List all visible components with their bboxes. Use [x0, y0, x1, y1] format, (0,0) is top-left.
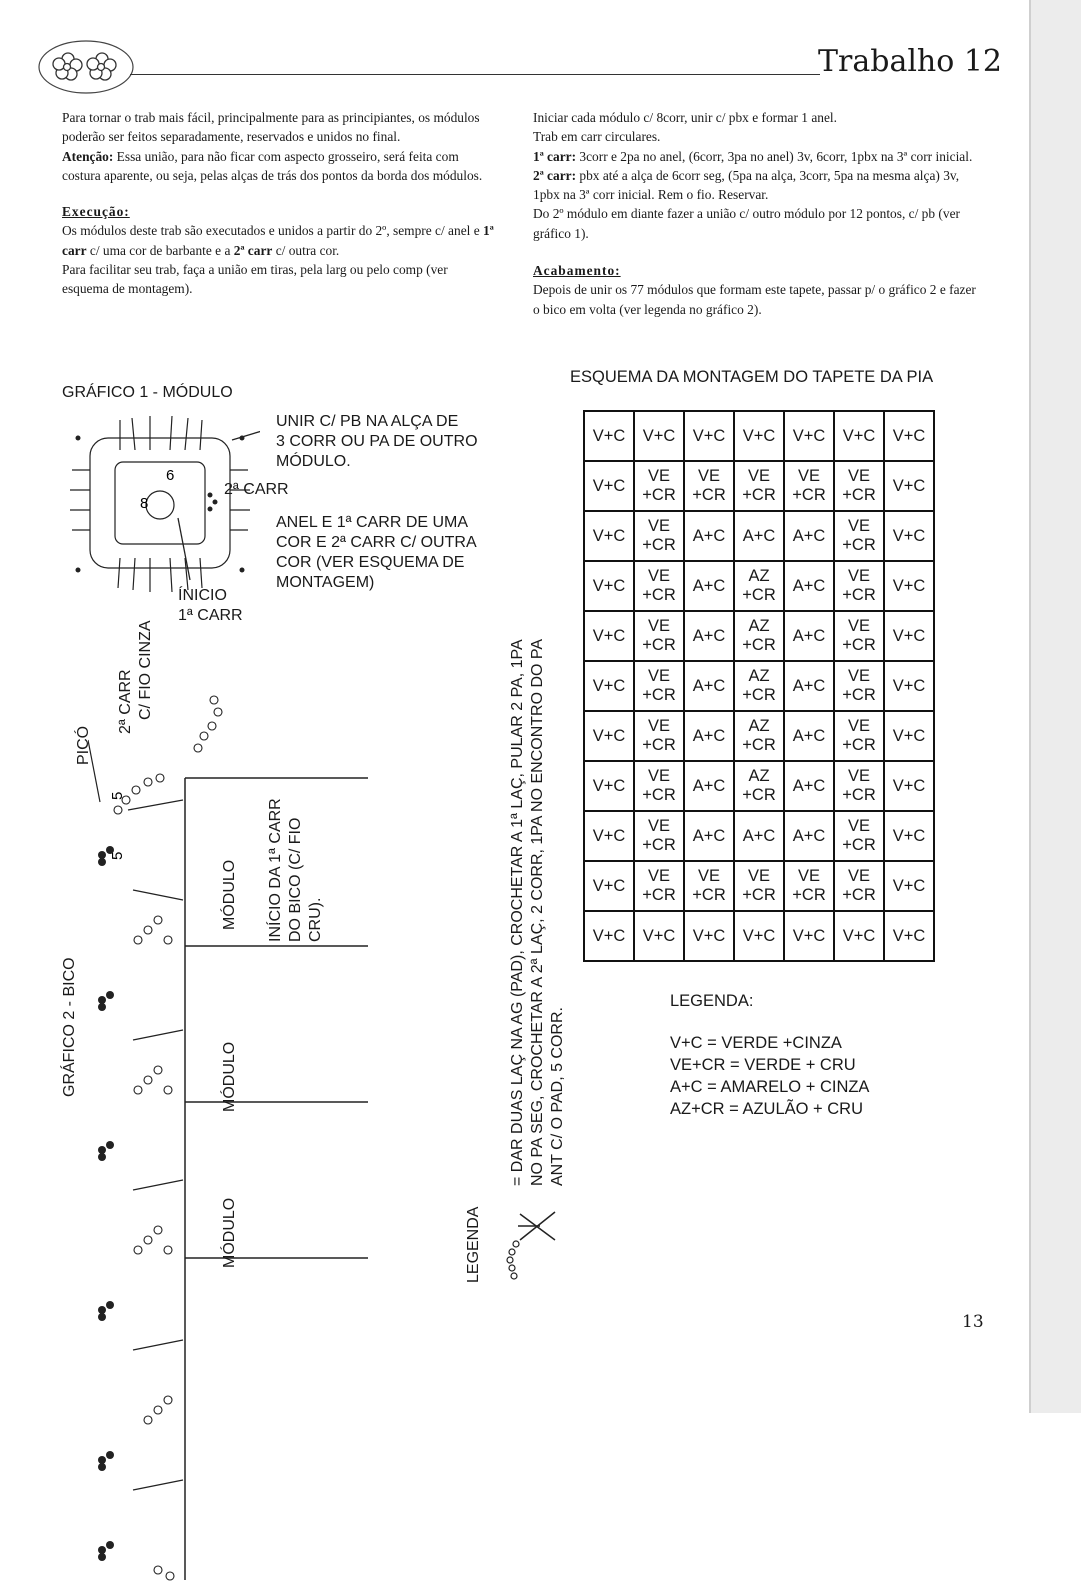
- grid-cell: [684, 861, 734, 911]
- grid-cell-text: +CR: [642, 686, 676, 704]
- grid-cell: [584, 811, 634, 861]
- grid-cell-text: VE: [847, 767, 870, 785]
- page-edge-shadow: [1030, 0, 1081, 1413]
- grid-cell: [784, 511, 834, 561]
- modulo-label-2: MÓDULO: [221, 1041, 238, 1112]
- instructions-p2: Trab em carr circulares.: [533, 129, 661, 145]
- grid-cell-text: V+C: [592, 576, 626, 595]
- grid-cell-text: AZ: [748, 617, 770, 635]
- grid-row: [584, 861, 934, 911]
- anel-note-line: COR E 2ª CARR C/ OUTRA: [276, 534, 477, 551]
- grid-cell-text: V+C: [842, 926, 876, 945]
- grid-cell: [584, 461, 634, 511]
- grid-cell-text: V+C: [892, 826, 926, 845]
- grid-cell-text: V+C: [892, 726, 926, 745]
- grid-cell-text: A+C: [792, 576, 826, 595]
- grafico2-legend-text: [508, 639, 568, 1186]
- grid-cell-text: A+C: [792, 526, 826, 545]
- grid-cell-text: A+C: [692, 676, 726, 695]
- grafico2-legend-line: ANT C/ O PAD, 5 CORR.: [549, 1007, 566, 1186]
- grid-cell: [884, 711, 934, 761]
- grid-cell: [884, 511, 934, 561]
- grid-cell-text: V+C: [592, 926, 626, 945]
- grid-cell-text: VE: [847, 617, 870, 635]
- grid-cell-text: A+C: [692, 826, 726, 845]
- grid-cell-text: A+C: [692, 576, 726, 595]
- grid-cell: [834, 611, 884, 661]
- instructions-p1: Iniciar cada módulo c/ 8corr, unir c/ pbx e formar 1 anel.: [533, 110, 837, 125]
- grid-cell-text: +CR: [642, 886, 676, 904]
- intro-column: [62, 108, 496, 299]
- grid-cell-text: VE: [847, 517, 870, 535]
- grid-cell: [584, 911, 634, 961]
- grid-cell: [834, 761, 884, 811]
- pico-number-5-b: 5: [109, 851, 126, 860]
- grid-cell: [884, 461, 934, 511]
- carr2-paragraph: [533, 166, 981, 205]
- carr2-text: pbx até a alça de 6corr seg, (5pa na alça, 3corr, 5pa na mesma alça) 3v, 1pbx na 3ª corr inicial. Rem o fio. Reservar.: [533, 167, 960, 203]
- grid-cell-text: V+C: [892, 626, 926, 645]
- execucao-bold-carr1: 1ª carr: [62, 223, 494, 258]
- grid-cell-text: V+C: [642, 926, 676, 945]
- instructions-p3: Do 2º módulo em diante fazer a união c/ outro módulo por 12 pontos, c/ pb (ver gráfico 1).: [533, 206, 960, 241]
- grid-cell: [684, 811, 734, 861]
- grid-cell: [884, 811, 934, 861]
- grid-cell-text: V+C: [592, 676, 626, 695]
- grid-cell-text: V+C: [592, 876, 626, 895]
- grid-cell: [634, 711, 684, 761]
- grid-cell-text: VE: [647, 767, 670, 785]
- grid-cell-text: A+C: [792, 726, 826, 745]
- grid-cell-text: +CR: [842, 736, 876, 754]
- grid-cell-text: VE: [847, 817, 870, 835]
- grid-cell-text: +CR: [842, 636, 876, 654]
- carr2-vertical-label: 2ª CARR: [117, 669, 134, 734]
- grid-cell-text: +CR: [642, 836, 676, 854]
- page-edge-line: [1029, 0, 1031, 1413]
- grid-cell: [834, 461, 884, 511]
- grid-cell: [584, 861, 634, 911]
- union-note: [276, 412, 478, 472]
- grid-cell-text: +CR: [742, 886, 776, 904]
- grid-cell: [784, 761, 834, 811]
- grid-cell-text: +CR: [642, 536, 676, 554]
- grid-cell-text: V+C: [892, 926, 926, 945]
- grid-cell: [584, 511, 634, 561]
- grid-cell-text: A+C: [742, 826, 776, 845]
- grid-cell-text: +CR: [842, 836, 876, 854]
- grid-row: [584, 811, 934, 861]
- page-number: 13: [962, 1312, 984, 1332]
- grid-cell: [784, 811, 834, 861]
- carr2-label: 2ª carr:: [533, 167, 577, 183]
- fio-cinza-label: C/ FIO CINZA: [137, 620, 154, 720]
- grid-cell: [734, 911, 784, 961]
- inicio-bico-line: INÍCIO DA 1ª CARR: [267, 798, 284, 942]
- execucao-text-c: c/ uma cor de barbante e a: [86, 242, 234, 258]
- grid-cell-text: VE: [697, 867, 720, 885]
- grid-cell-text: V+C: [592, 626, 626, 645]
- attention-text: Essa união, para não ficar com aspecto grosseiro, será feita com costura aparente, ou seja, pelas alças de trás dos pontos da borda dos módulos.: [62, 148, 483, 183]
- grid-cell: [634, 861, 684, 911]
- grid-cell-text: VE: [647, 817, 670, 835]
- carr1-paragraph: [533, 147, 981, 166]
- grafico2-title: GRÁFICO 2 - BICO: [61, 957, 78, 1097]
- union-note-line: MÓDULO.: [276, 453, 351, 470]
- grid-cell-text: V+C: [842, 426, 876, 445]
- grid-cell-text: VE: [647, 617, 670, 635]
- grid-cell-text: +CR: [642, 486, 676, 504]
- grid-cell-text: VE: [797, 867, 820, 885]
- execucao-heading: Execução:: [62, 204, 130, 220]
- grid-cell-text: VE: [647, 667, 670, 685]
- grid-cell-text: +CR: [842, 536, 876, 554]
- grid-cell-text: +CR: [642, 786, 676, 804]
- grid-cell-text: V+C: [792, 426, 826, 445]
- grid-cell-text: VE: [847, 667, 870, 685]
- grid-cell-text: V+C: [892, 476, 926, 495]
- grid-cell-text: +CR: [792, 486, 826, 504]
- grid-cell-text: +CR: [742, 636, 776, 654]
- grid-cell-text: A+C: [742, 526, 776, 545]
- grid-cell: [634, 511, 684, 561]
- grid-cell-text: V+C: [642, 426, 676, 445]
- grid-cell-text: V+C: [892, 676, 926, 695]
- grid-cell: [834, 861, 884, 911]
- legend-item: A+C = AMARELO + CINZA: [670, 1078, 870, 1096]
- pico-label: PICÓ: [75, 725, 92, 765]
- carr1-label: 1ª carr:: [533, 148, 577, 164]
- color-legend: [670, 990, 869, 1120]
- grid-cell-text: AZ: [748, 717, 770, 735]
- grid-cell: [784, 461, 834, 511]
- flower-logo-icon: [36, 38, 136, 96]
- grid-cell: [784, 861, 834, 911]
- carr2-label: 2ª CARR: [224, 481, 289, 498]
- grid-cell: [634, 761, 684, 811]
- grid-cell-text: +CR: [642, 586, 676, 604]
- grid-cell-text: A+C: [792, 776, 826, 795]
- grid-cell-text: V+C: [592, 476, 626, 495]
- grid-cell: [684, 461, 734, 511]
- instructions-column: [533, 108, 981, 319]
- execucao-text-a: Os módulos deste trab são executados e unidos a partir do 2º, sempre c/ anel e: [62, 223, 484, 239]
- grid-cell-text: A+C: [692, 726, 726, 745]
- grid-cell: [684, 911, 734, 961]
- grid-cell-text: A+C: [692, 776, 726, 795]
- grid-cell-text: V+C: [742, 926, 776, 945]
- grid-cell-text: A+C: [692, 626, 726, 645]
- execucao-paragraph-2: Para facilitar seu trab, faça a união em tiras, pela larg ou pelo comp (ver esquema de montagem).: [62, 262, 448, 297]
- grid-cell: [634, 561, 684, 611]
- grid-cell: [584, 661, 634, 711]
- stitch-symbol-icon: [500, 1200, 560, 1285]
- grid-cell-text: +CR: [842, 886, 876, 904]
- grid-cell-text: VE: [647, 517, 670, 535]
- grid-cell-text: VE: [847, 467, 870, 485]
- grid-cell: [634, 911, 684, 961]
- modulo-label-3: MÓDULO: [221, 1197, 238, 1268]
- grid-cell-text: VE: [747, 467, 770, 485]
- grid-cell-text: A+C: [792, 676, 826, 695]
- grid-cell-text: VE: [847, 567, 870, 585]
- grid-cell: [634, 611, 684, 661]
- grid-cell: [584, 711, 634, 761]
- assembly-grid: [583, 410, 935, 962]
- grid-cell-text: VE: [697, 467, 720, 485]
- grid-cell: [734, 461, 784, 511]
- grid-cell: [784, 611, 834, 661]
- execucao-bold-carr2: 2ª carr: [233, 242, 273, 258]
- acabamento-text: Depois de unir os 77 módulos que formam este tapete, passar p/ o gráfico 2 e fazer o bico em volta (ver legenda no gráfico 2).: [533, 282, 976, 317]
- grid-cell-text: AZ: [748, 567, 770, 585]
- grid-cell: [734, 511, 784, 561]
- intro-paragraph: Para tornar o trab mais fácil, principalmente para as principiantes, os módulos poderão ser feitos separadamente, reservados e unidos no final.: [62, 110, 480, 145]
- attention-label: Atenção:: [62, 148, 114, 164]
- inicio-label-line: 1ª CARR: [178, 607, 243, 624]
- legend-item: AZ+CR = AZULÃO + CRU: [670, 1100, 864, 1118]
- execucao-text-e: c/ outra cor.: [272, 242, 340, 258]
- grid-cell: [784, 911, 834, 961]
- grid-cell: [884, 861, 934, 911]
- grid-cell-text: +CR: [842, 586, 876, 604]
- grid-cell: [584, 411, 634, 461]
- grid-cell-text: VE: [647, 567, 670, 585]
- grafico2-legend-label: LEGENDA: [465, 1206, 482, 1283]
- grid-cell-text: +CR: [642, 736, 676, 754]
- inicio-bico-note: [266, 798, 326, 942]
- attention-paragraph: [62, 147, 496, 186]
- grid-cell-text: V+C: [892, 776, 926, 795]
- grafico2-legend-line: NO PA SEG, CROCHETAR A 2ª LAÇ, 2 CORR, 1PA NO ENCONTRO DO PA: [529, 638, 546, 1186]
- grid-cell-text: V+C: [592, 826, 626, 845]
- grid-cell-text: AZ: [748, 767, 770, 785]
- union-note-line: UNIR C/ PB NA ALÇA DE: [276, 413, 459, 430]
- grid-cell-text: VE: [847, 867, 870, 885]
- acabamento-heading: Acabamento:: [533, 263, 621, 279]
- grid-cell-text: V+C: [692, 426, 726, 445]
- grid-cell-text: +CR: [692, 886, 726, 904]
- grid-cell-text: +CR: [742, 586, 776, 604]
- grid-cell: [684, 611, 734, 661]
- grid-cell: [834, 511, 884, 561]
- grid-cell-text: +CR: [742, 786, 776, 804]
- grid-cell-text: V+C: [792, 926, 826, 945]
- inicio-label: [178, 586, 243, 626]
- grid-cell: [684, 511, 734, 561]
- grafico1-title: GRÁFICO 1 - MÓDULO: [62, 384, 233, 401]
- grid-cell: [734, 611, 784, 661]
- grid-cell-text: +CR: [742, 736, 776, 754]
- grid-cell: [584, 611, 634, 661]
- pico-number-5-a: 5: [109, 791, 126, 800]
- grid-cell: [734, 711, 784, 761]
- grid-cell-text: +CR: [692, 486, 726, 504]
- anel-note-line: MONTAGEM): [276, 574, 375, 591]
- grid-cell: [684, 711, 734, 761]
- grid-cell: [634, 661, 684, 711]
- grid-cell-text: V+C: [692, 926, 726, 945]
- grid-cell: [784, 661, 834, 711]
- grid-cell-text: V+C: [592, 776, 626, 795]
- grid-cell-text: VE: [647, 867, 670, 885]
- grid-cell-text: VE: [747, 867, 770, 885]
- modulo-label-1: MÓDULO: [221, 859, 238, 930]
- grid-row: [584, 711, 934, 761]
- esquema-title: ESQUEMA DA MONTAGEM DO TAPETE DA PIA: [570, 368, 934, 386]
- grid-cell-text: +CR: [792, 886, 826, 904]
- header-rule: [130, 74, 820, 75]
- grid-cell: [734, 861, 784, 911]
- execucao-paragraph-1: [62, 221, 496, 260]
- grid-cell: [734, 411, 784, 461]
- grid-cell: [784, 411, 834, 461]
- grid-cell-text: A+C: [792, 826, 826, 845]
- grid-cell: [734, 811, 784, 861]
- grid-cell-text: VE: [647, 717, 670, 735]
- ring-number-6: 6: [166, 467, 175, 484]
- grid-cell: [834, 661, 884, 711]
- grid-cell: [734, 761, 784, 811]
- grid-cell-text: V+C: [742, 426, 776, 445]
- grid-row: [584, 611, 934, 661]
- inicio-bico-line: DO BICO (C/ FIO: [287, 817, 304, 942]
- grid-cell-text: V+C: [892, 576, 926, 595]
- grid-cell-text: +CR: [842, 686, 876, 704]
- color-legend-label: LEGENDA:: [670, 992, 754, 1010]
- grid-cell: [834, 411, 884, 461]
- grid-cell-text: V+C: [892, 426, 926, 445]
- anel-note-line: COR (VER ESQUEMA DE: [276, 554, 465, 571]
- grid-cell: [884, 411, 934, 461]
- grid-cell: [834, 711, 884, 761]
- grid-cell-text: +CR: [742, 486, 776, 504]
- grid-cell: [884, 661, 934, 711]
- grid-cell-text: VE: [847, 717, 870, 735]
- legend-item: VE+CR = VERDE + CRU: [670, 1056, 856, 1074]
- grid-cell: [634, 811, 684, 861]
- grid-cell: [684, 411, 734, 461]
- anel-note-line: ANEL E 1ª CARR DE UMA: [276, 514, 469, 531]
- grid-cell: [634, 411, 684, 461]
- grid-cell-text: +CR: [842, 786, 876, 804]
- grid-cell: [834, 561, 884, 611]
- grid-row: [584, 461, 934, 511]
- union-note-line: 3 CORR OU PA DE OUTRO: [276, 433, 478, 450]
- grid-cell-text: V+C: [592, 726, 626, 745]
- grid-cell: [834, 811, 884, 861]
- carr1-text: 3corr e 2pa no anel, (6corr, 3pa no anel) 3v, 6corr, 1pbx na 3ª corr inicial.: [576, 148, 973, 164]
- grid-cell: [834, 911, 884, 961]
- grid-cell-text: V+C: [892, 876, 926, 895]
- grid-cell-text: V+C: [592, 426, 626, 445]
- grid-cell-text: A+C: [792, 626, 826, 645]
- grid-cell: [884, 911, 934, 961]
- grid-cell: [734, 661, 784, 711]
- grid-row: [584, 411, 934, 461]
- inicio-label-line: ÍNICIO: [178, 587, 227, 604]
- grid-row: [584, 761, 934, 811]
- grid-cell-text: +CR: [642, 636, 676, 654]
- grid-row: [584, 561, 934, 611]
- grid-row: [584, 661, 934, 711]
- page-title: Trabalho 12: [818, 44, 1003, 79]
- grid-cell: [684, 761, 734, 811]
- grid-cell: [634, 461, 684, 511]
- grid-cell: [784, 561, 834, 611]
- grid-cell-text: +CR: [742, 686, 776, 704]
- inicio-bico-line: CRU).: [307, 897, 324, 942]
- grid-cell: [584, 761, 634, 811]
- grid-cell-text: A+C: [692, 526, 726, 545]
- grid-cell: [684, 661, 734, 711]
- grid-cell: [734, 561, 784, 611]
- grid-cell-text: AZ: [748, 667, 770, 685]
- grid-cell: [884, 761, 934, 811]
- edge-crochet-diagram: [88, 690, 378, 1590]
- grid-row: [584, 511, 934, 561]
- ring-number-8: 8: [140, 495, 149, 512]
- grid-cell: [684, 561, 734, 611]
- grid-cell-text: V+C: [892, 526, 926, 545]
- grid-cell: [584, 561, 634, 611]
- grid-cell: [884, 611, 934, 661]
- anel-note: [276, 513, 477, 593]
- grid-cell-text: +CR: [842, 486, 876, 504]
- legend-item: V+C = VERDE +CINZA: [670, 1034, 842, 1052]
- grid-cell-text: VE: [797, 467, 820, 485]
- grid-cell: [884, 561, 934, 611]
- assembly-grid-body: [584, 411, 934, 961]
- module-crochet-diagram: [60, 410, 260, 600]
- grid-cell-text: V+C: [592, 526, 626, 545]
- grafico2-legend-line: = DAR DUAS LAÇ NA AG (PAD), CROCHETAR A 1ª LAÇ, PULAR 2 PA, 1PA: [509, 639, 526, 1186]
- grid-cell: [784, 711, 834, 761]
- grid-cell-text: VE: [647, 467, 670, 485]
- grid-row: [584, 911, 934, 961]
